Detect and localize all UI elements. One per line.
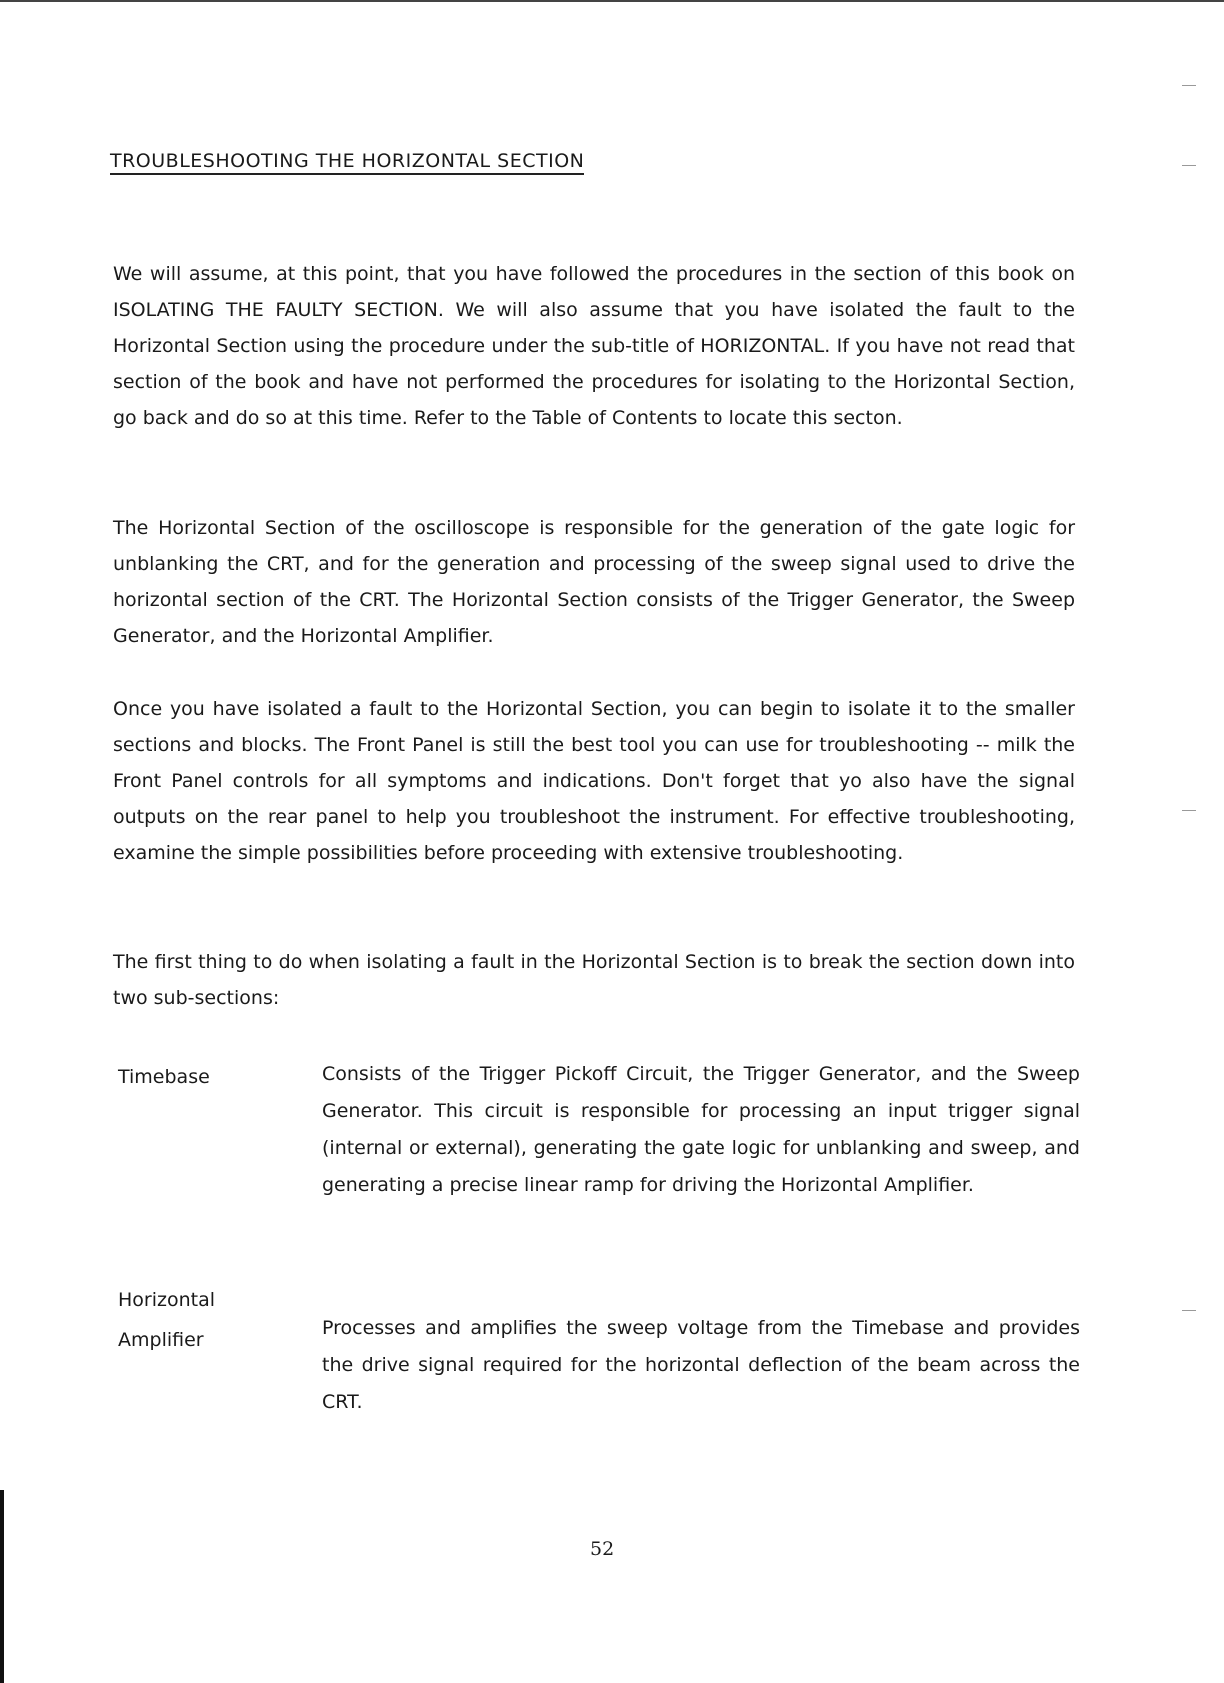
subsection-definition-timebase: Consists of the Trigger Pickoff Circuit, the Trigger Generator, and the Sweep Generator. This circuit is responsible for processing an input trigger signal (internal or external), generating the gate logic for unblanking and sweep, and generating a precise linear ramp for driving the Horizontal Amplifier. — [322, 1063, 1080, 1196]
paragraph-intro: We will assume, at this point, that you have followed the procedures in the section of this book on ISOLATING THE FAULTY SECTION. We will also assume that you have isolated the fault to the Horizontal Section using the procedure under the sub-title of HORIZONTAL. If you have not read that section of the book and have not performed the procedures for isolating to the Horizontal Section, go back and do so at this time. Refer to the Table of Contents to locate this secton. — [113, 263, 1075, 429]
page-number: 52 — [590, 1538, 615, 1560]
subsection-term-timebase: Timebase — [118, 1066, 210, 1088]
paragraph-isolation: Once you have isolated a fault to the Horizontal Section, you can begin to isolate it to the smaller sections and blocks. The Front Panel is still the best tool you can use for troubleshooting -- milk the Front Panel controls for all symptoms and indications. Don't forget that yo also have the signal outputs on the rear panel to help you troubleshoot the instrument. For effective troubleshooting, examine the simple possibilities before proceeding with extensive troubleshooting. — [113, 698, 1075, 864]
paragraph-overview: The Horizontal Section of the oscilloscope is responsible for the generation of the gate logic for unblanking the CRT, and for the generation and processing of the sweep signal used to drive the horizontal section of the CRT. The Horizontal Section consists of the Trigger Generator, the Sweep Generator, and the Horizontal Amplifier. — [113, 517, 1075, 647]
paragraph-subsections-intro: The first thing to do when isolating a fault in the Horizontal Section is to break the section down into two sub-sections: — [113, 951, 1075, 1009]
margin-mark — [1182, 1310, 1196, 1311]
subsection-term-horizontal-amplifier: Horizontal Amplifier — [118, 1289, 216, 1351]
subsection-definition-horizontal-amplifier: Processes and amplifies the sweep voltage from the Timebase and provides the drive signal required for the horizontal deflection of the beam across the CRT. — [322, 1317, 1080, 1413]
margin-mark — [1182, 165, 1196, 166]
section-heading: TROUBLESHOOTING THE HORIZONTAL SECTION — [110, 150, 584, 175]
scan-top-edge — [0, 0, 1224, 2]
margin-mark — [1182, 85, 1196, 86]
scan-left-edge — [0, 1490, 4, 1683]
margin-mark — [1182, 810, 1196, 811]
